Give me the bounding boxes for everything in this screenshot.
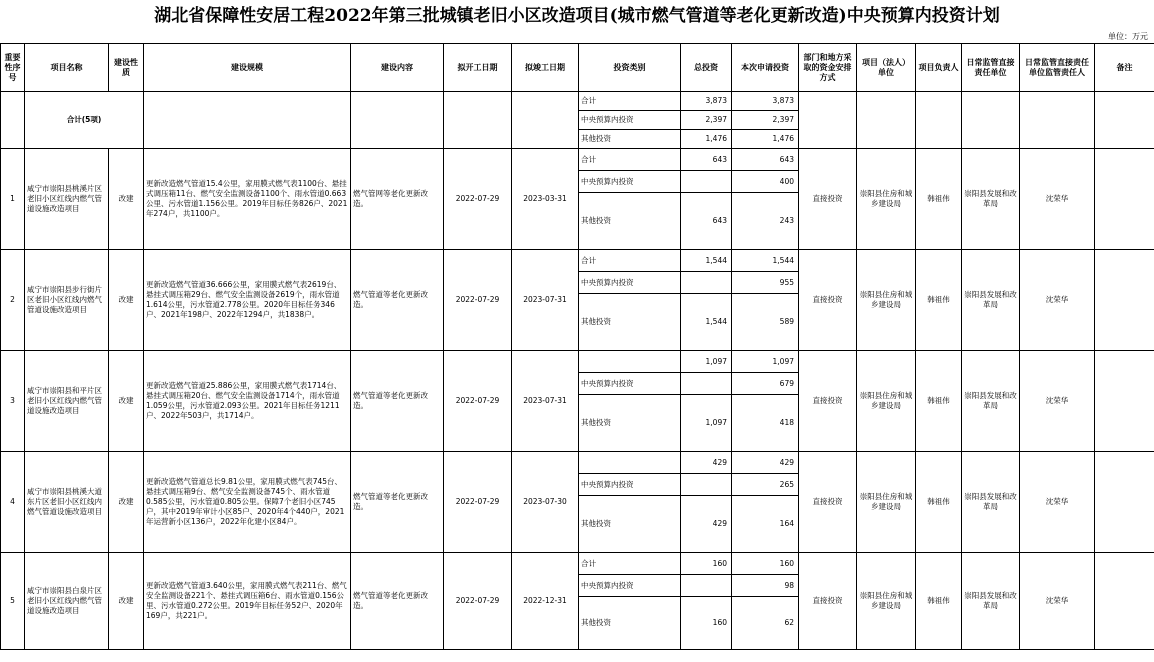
header-row xyxy=(1,44,1154,92)
invest-total: 429 xyxy=(681,452,732,474)
project-supervisor-unit: 崇阳县发展和改革局 xyxy=(962,553,1020,650)
invest-total: 643 xyxy=(681,193,732,250)
invest-total: 160 xyxy=(681,553,732,575)
project-scale: 更新改造燃气管道25.886公里，家用膜式燃气表1714台、悬挂式调压箱20台、燃气安全监测设备1714个，雨水管道1.059公里，污水管道2.093公里。2021年目标任务1211户、2022年503户，共1714户。 xyxy=(144,351,351,452)
header-leader: 项目负责人 xyxy=(916,44,962,92)
project-method: 直接投资 xyxy=(799,452,857,553)
project-method: 直接投资 xyxy=(799,553,857,650)
project-leader: 韩祖伟 xyxy=(916,452,962,553)
summary-total: 2,397 xyxy=(681,111,732,130)
project-nature: 改建 xyxy=(109,149,144,250)
summary-apply: 3,873 xyxy=(732,92,799,111)
project-owner: 崇阳县住房和城乡建设局 xyxy=(857,351,916,452)
project-remark xyxy=(1095,452,1154,553)
project-supervisor-unit: 崇阳县发展和改革局 xyxy=(962,452,1020,553)
project-remark xyxy=(1095,553,1154,650)
project-row xyxy=(1,351,1154,373)
project-supervisor-person: 沈荣华 xyxy=(1020,452,1095,553)
invest-total xyxy=(681,171,732,193)
project-leader: 韩祖伟 xyxy=(916,553,962,650)
summary-type: 合计 xyxy=(579,92,681,111)
project-name: 咸宁市崇阳县和平片区老旧小区红线内燃气管道设施改造项目 xyxy=(25,351,109,452)
project-seq: 2 xyxy=(1,250,25,351)
project-remark xyxy=(1095,250,1154,351)
summary-type: 中央预算内投资 xyxy=(579,111,681,130)
invest-type: 合计 xyxy=(579,553,681,575)
summary-apply: 1,476 xyxy=(732,130,799,149)
invest-apply: 160 xyxy=(732,553,799,575)
summary-total: 1,476 xyxy=(681,130,732,149)
investment-plan-table xyxy=(0,43,1154,650)
invest-apply: 400 xyxy=(732,171,799,193)
project-start: 2022-07-29 xyxy=(444,250,512,351)
invest-apply: 589 xyxy=(732,294,799,351)
project-nature: 改建 xyxy=(109,553,144,650)
invest-apply: 98 xyxy=(732,575,799,597)
invest-total: 1,544 xyxy=(681,294,732,351)
project-content: 燃气管道等老化更新改造。 xyxy=(351,351,444,452)
project-method: 直接投资 xyxy=(799,250,857,351)
invest-total xyxy=(681,272,732,294)
project-remark xyxy=(1095,149,1154,250)
header-start: 拟开工日期 xyxy=(444,44,512,92)
project-start: 2022-07-29 xyxy=(444,149,512,250)
header-scale: 建设规模 xyxy=(144,44,351,92)
project-end: 2023-03-31 xyxy=(512,149,579,250)
project-scale: 更新改造燃气管道总长9.81公里，家用膜式燃气表745台、悬挂式调压箱9台、燃气安全监测设备745个、雨水管道0.585公里，污水管道0.805公里。保障7个老旧小区745户，其中2019年审计小区85户、2020年4个440户，2021年运营新小区136户，2022年化建小区84户。 xyxy=(144,452,351,553)
invest-type: 其他投资 xyxy=(579,597,681,650)
project-start: 2022-07-29 xyxy=(444,553,512,650)
invest-apply: 243 xyxy=(732,193,799,250)
project-content: 燃气管道等老化更新改造。 xyxy=(351,553,444,650)
invest-apply: 429 xyxy=(732,452,799,474)
summary-label: 合计(5项) xyxy=(25,92,144,149)
header-owner: 项目（法人）单位 xyxy=(857,44,916,92)
summary-row xyxy=(1,92,1154,111)
header-supervisor-person: 日常监管直接责任单位监管责任人 xyxy=(1020,44,1095,92)
project-seq: 1 xyxy=(1,149,25,250)
invest-type: 合计 xyxy=(579,250,681,272)
summary-type: 其他投资 xyxy=(579,130,681,149)
header-method: 部门和地方采取的资金安排方式 xyxy=(799,44,857,92)
project-name: 咸宁市崇阳县白泉片区老旧小区红线内燃气管道设施改造项目 xyxy=(25,553,109,650)
project-supervisor-unit: 崇阳县发展和改革局 xyxy=(962,250,1020,351)
header-seq: 重要性序号 xyxy=(1,44,25,92)
invest-total: 643 xyxy=(681,149,732,171)
project-method: 直接投资 xyxy=(799,149,857,250)
project-end: 2023-07-31 xyxy=(512,351,579,452)
summary-apply: 2,397 xyxy=(732,111,799,130)
invest-apply: 643 xyxy=(732,149,799,171)
project-end: 2023-07-30 xyxy=(512,452,579,553)
project-name: 咸宁市崇阳县桃溪大道东片区老旧小区红线内燃气管道设施改造项目 xyxy=(25,452,109,553)
project-scale: 更新改造燃气管道36.666公里，家用膜式燃气表2619台、悬挂式调压箱29台、燃气安全监测设备2619个，雨水管道1.614公里，污水管道2.778公里。2020年目标任务346户、2021年198户、2022年1294户，共1838户。 xyxy=(144,250,351,351)
project-leader: 韩祖伟 xyxy=(916,149,962,250)
header-content: 建设内容 xyxy=(351,44,444,92)
header-apply: 本次申请投资 xyxy=(732,44,799,92)
invest-total: 1,097 xyxy=(681,351,732,373)
project-leader: 韩祖伟 xyxy=(916,351,962,452)
project-method: 直接投资 xyxy=(799,351,857,452)
project-nature: 改建 xyxy=(109,351,144,452)
project-owner: 崇阳县住房和城乡建设局 xyxy=(857,250,916,351)
project-owner: 崇阳县住房和城乡建设局 xyxy=(857,553,916,650)
invest-type: 其他投资 xyxy=(579,395,681,452)
project-end: 2022-12-31 xyxy=(512,553,579,650)
invest-apply: 1,097 xyxy=(732,351,799,373)
project-owner: 崇阳县住房和城乡建设局 xyxy=(857,149,916,250)
invest-total: 429 xyxy=(681,496,732,553)
invest-apply: 418 xyxy=(732,395,799,452)
invest-type: 中央预算内投资 xyxy=(579,474,681,496)
header-total: 总投资 xyxy=(681,44,732,92)
project-owner: 崇阳县住房和城乡建设局 xyxy=(857,452,916,553)
project-end: 2023-07-31 xyxy=(512,250,579,351)
invest-apply: 1,544 xyxy=(732,250,799,272)
invest-apply: 62 xyxy=(732,597,799,650)
project-seq: 5 xyxy=(1,553,25,650)
unit-label: 单位：万元 xyxy=(1108,32,1148,41)
project-name: 咸宁市崇阳县桃溪片区老旧小区红线内燃气管道设施改造项目 xyxy=(25,149,109,250)
project-scale: 更新改造燃气管道15.4公里，家用膜式燃气表1100台、悬挂式调压箱11台、燃气安全监测设备1100个、雨水管道0.663公里、污水管道1.156公里。2019年目标任务826户、2021年274户，共1100户。 xyxy=(144,149,351,250)
header-remark: 备注 xyxy=(1095,44,1154,92)
invest-total xyxy=(681,474,732,496)
invest-type: 中央预算内投资 xyxy=(579,575,681,597)
project-supervisor-person: 沈荣华 xyxy=(1020,250,1095,351)
project-supervisor-person: 沈荣华 xyxy=(1020,149,1095,250)
project-scale: 更新改造燃气管道3.640公里，家用膜式燃气表211台、燃气安全监测设备221个、悬挂式调压箱6台、雨水管道0.156公里、污水管道0.272公里。2019年目标任务52户、2020年169户，共221户。 xyxy=(144,553,351,650)
project-nature: 改建 xyxy=(109,250,144,351)
project-row xyxy=(1,149,1154,171)
project-seq: 3 xyxy=(1,351,25,452)
invest-total: 1,544 xyxy=(681,250,732,272)
project-row xyxy=(1,250,1154,272)
invest-type: 中央预算内投资 xyxy=(579,373,681,395)
project-supervisor-unit: 崇阳县发展和改革局 xyxy=(962,351,1020,452)
summary-total: 3,873 xyxy=(681,92,732,111)
header-nature: 建设性质 xyxy=(109,44,144,92)
project-content: 燃气管道等老化更新改造。 xyxy=(351,250,444,351)
project-start: 2022-07-29 xyxy=(444,351,512,452)
project-row xyxy=(1,452,1154,474)
project-row xyxy=(1,553,1154,575)
project-content: 燃气管道等老化更新改造。 xyxy=(351,452,444,553)
invest-total: 1,097 xyxy=(681,395,732,452)
project-leader: 韩祖伟 xyxy=(916,250,962,351)
header-name: 项目名称 xyxy=(25,44,109,92)
invest-type: 其他投资 xyxy=(579,294,681,351)
invest-type: 其他投资 xyxy=(579,496,681,553)
invest-total: 160 xyxy=(681,597,732,650)
invest-apply: 164 xyxy=(732,496,799,553)
project-content: 燃气管网等老化更新改造。 xyxy=(351,149,444,250)
invest-apply: 265 xyxy=(732,474,799,496)
invest-type: 合计 xyxy=(579,149,681,171)
project-supervisor-person: 沈荣华 xyxy=(1020,351,1095,452)
invest-type xyxy=(579,452,681,474)
header-supervisor-unit: 日常监管直接责任单位 xyxy=(962,44,1020,92)
invest-total xyxy=(681,373,732,395)
project-name: 咸宁市崇阳县步行街片区老旧小区红线内燃气管道设施改造项目 xyxy=(25,250,109,351)
project-supervisor-person: 沈荣华 xyxy=(1020,553,1095,650)
invest-type xyxy=(579,351,681,373)
invest-type: 中央预算内投资 xyxy=(579,272,681,294)
invest-apply: 679 xyxy=(732,373,799,395)
project-supervisor-unit: 崇阳县发展和改革局 xyxy=(962,149,1020,250)
invest-total xyxy=(681,575,732,597)
invest-type: 其他投资 xyxy=(579,193,681,250)
project-nature: 改建 xyxy=(109,452,144,553)
header-invest-type: 投资类别 xyxy=(579,44,681,92)
project-start: 2022-07-29 xyxy=(444,452,512,553)
invest-type: 中央预算内投资 xyxy=(579,171,681,193)
header-end: 拟竣工日期 xyxy=(512,44,579,92)
invest-apply: 955 xyxy=(732,272,799,294)
page-title: 湖北省保障性安居工程2022年第三批城镇老旧小区改造项目(城市燃气管道等老化更新改造)中央预算内投资计划 xyxy=(154,6,1000,26)
project-seq: 4 xyxy=(1,452,25,553)
project-remark xyxy=(1095,351,1154,452)
